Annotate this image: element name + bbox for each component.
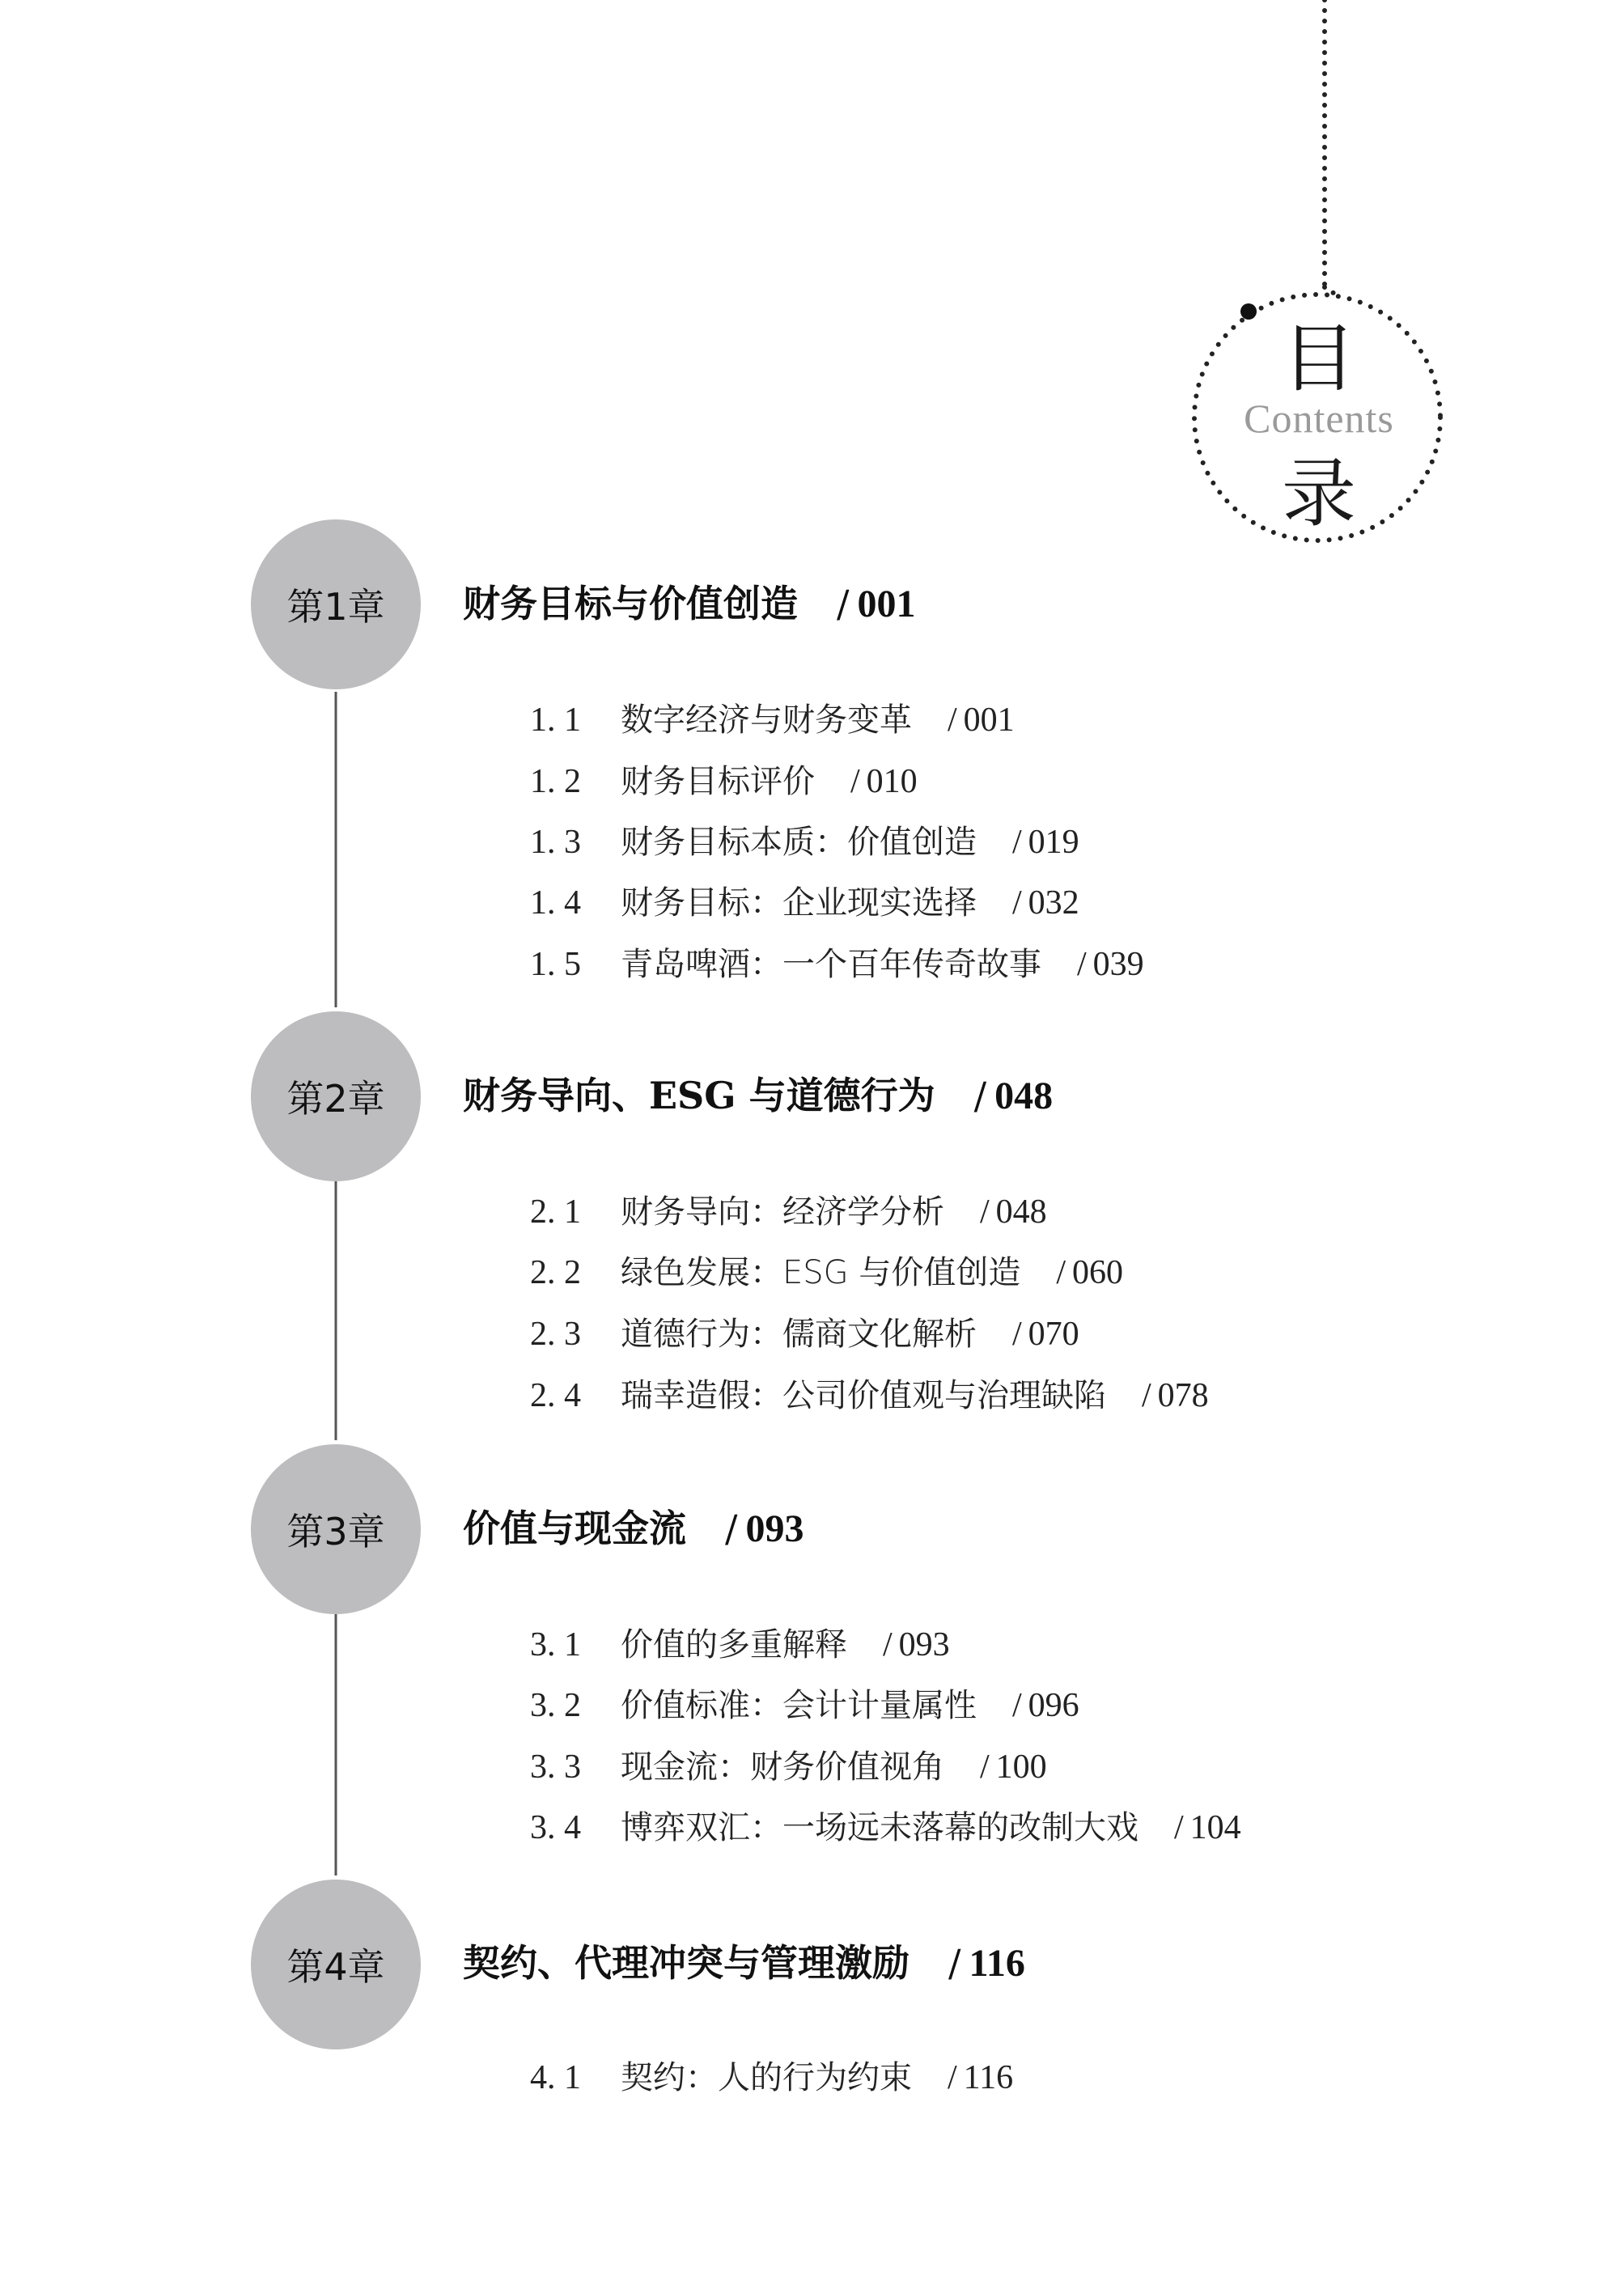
chapter-title-line[interactable]: [463, 574, 916, 628]
section-page: 032: [1028, 884, 1079, 922]
section-title: 财务目标本质：价值创造: [621, 824, 977, 861]
section-page: 039: [1092, 946, 1144, 983]
section-page: 104: [1189, 1809, 1241, 1846]
chapter-title-line[interactable]: [463, 1066, 1053, 1120]
page-separator: /: [883, 1626, 893, 1664]
section-page: 019: [1028, 824, 1079, 861]
section-page: 116: [963, 2059, 1014, 2096]
section-entry[interactable]: [530, 818, 1079, 867]
page-separator: /: [948, 2059, 957, 2096]
section-title: 博弈双汇：一场远未落幕的改制大戏: [621, 1809, 1138, 1846]
section-page: 001: [963, 701, 1015, 739]
page-separator: /: [725, 1507, 738, 1550]
section-number: 1. 1: [530, 701, 581, 739]
section-entry[interactable]: [530, 757, 918, 806]
heading-char-top: 目: [1281, 316, 1356, 402]
section-entry[interactable]: [530, 2054, 1013, 2102]
chapter-title: 价值与现金流: [463, 1507, 686, 1550]
page-separator: /: [837, 582, 850, 625]
section-page: 096: [1028, 1687, 1079, 1724]
section-number: 2. 1: [530, 1193, 581, 1231]
section-entry[interactable]: [530, 879, 1079, 927]
circle-dot-marker: [1240, 303, 1257, 320]
page-separator: /: [973, 1074, 987, 1117]
page-separator: /: [980, 1193, 990, 1231]
chapter-title: 财务导向、ESG 与道德行为: [463, 1074, 935, 1117]
chapter-badge: 第2章: [251, 1011, 421, 1181]
chapter-title-line[interactable]: [463, 1499, 804, 1553]
section-page: 060: [1072, 1254, 1124, 1291]
chapter-title: 契约、代理冲突与管理激励: [463, 1941, 910, 1985]
chapter-badge: 第3章: [251, 1444, 421, 1614]
section-entry[interactable]: [530, 696, 1015, 744]
chapter-badge: 第4章: [251, 1880, 421, 2049]
section-title: 价值标准：会计计量属性: [621, 1687, 977, 1724]
chapter-page: 001: [857, 583, 916, 625]
heading-char-bottom: 录: [1281, 451, 1356, 537]
section-title: 青岛啤酒：一个百年传奇故事: [621, 946, 1041, 983]
chapter-title: 财务目标与价值创造: [463, 582, 798, 625]
page-separator: /: [1012, 1687, 1022, 1724]
page-separator: /: [1174, 1809, 1184, 1846]
section-title: 契约：人的行为约束: [621, 2059, 912, 2096]
page-separator: /: [1077, 946, 1087, 983]
section-page: 078: [1157, 1377, 1209, 1414]
section-number: 2. 3: [530, 1316, 581, 1353]
section-title: 财务目标：企业现实选择: [621, 884, 977, 922]
section-entry[interactable]: [530, 940, 1144, 989]
heading-english: Contents: [1244, 396, 1394, 441]
page-separator: /: [1012, 1316, 1022, 1353]
page-separator: /: [948, 1941, 961, 1985]
section-title: 现金流：财务价值视角: [621, 1748, 944, 1786]
section-entry[interactable]: [530, 1681, 1079, 1730]
section-page: 100: [995, 1748, 1047, 1786]
section-number: 1. 3: [530, 824, 581, 861]
section-page: 093: [898, 1626, 950, 1664]
section-number: 3. 3: [530, 1748, 581, 1786]
page-separator: /: [980, 1748, 990, 1786]
section-entry[interactable]: [530, 1371, 1209, 1420]
chapter-title-line[interactable]: [463, 1934, 1025, 1987]
chapter-page: 048: [994, 1074, 1054, 1117]
section-number: 1. 4: [530, 884, 581, 922]
section-title: 数字经济与财务变革: [621, 701, 912, 739]
section-number: 3. 1: [530, 1626, 581, 1664]
section-entry[interactable]: [530, 1803, 1241, 1852]
section-page: 048: [995, 1193, 1047, 1231]
section-page: 070: [1028, 1316, 1079, 1353]
section-title: 财务目标评价: [621, 763, 815, 800]
page-separator: /: [850, 763, 860, 800]
chapter-page: 116: [969, 1942, 1025, 1985]
page-separator: /: [1012, 824, 1022, 861]
section-entry[interactable]: [530, 1248, 1123, 1297]
section-number: 3. 2: [530, 1687, 581, 1724]
page-separator: /: [1056, 1254, 1066, 1291]
page-separator: /: [948, 701, 957, 739]
page-separator: /: [1012, 884, 1022, 922]
section-entry[interactable]: [530, 1743, 1047, 1791]
page-separator: /: [1142, 1377, 1151, 1414]
section-title: 道德行为：儒商文化解析: [621, 1316, 977, 1353]
section-number: 4. 1: [530, 2059, 581, 2096]
chapter-page: 093: [745, 1507, 804, 1550]
section-title: 瑞幸造假：公司价值观与治理缺陷: [621, 1377, 1106, 1414]
section-title: 价值的多重解释: [621, 1626, 847, 1664]
section-number: 1. 2: [530, 763, 581, 800]
section-entry[interactable]: [530, 1310, 1079, 1358]
section-entry[interactable]: [530, 1621, 950, 1669]
section-title: 绿色发展：ESG 与价值创造: [621, 1254, 1021, 1291]
section-page: 010: [866, 763, 918, 800]
section-number: 2. 4: [530, 1377, 581, 1414]
section-number: 2. 2: [530, 1254, 581, 1291]
chapter-badge: 第1章: [251, 519, 421, 689]
section-entry[interactable]: [530, 1188, 1047, 1236]
section-number: 1. 5: [530, 946, 581, 983]
section-title: 财务导向：经济学分析: [621, 1193, 944, 1231]
section-number: 3. 4: [530, 1809, 581, 1846]
